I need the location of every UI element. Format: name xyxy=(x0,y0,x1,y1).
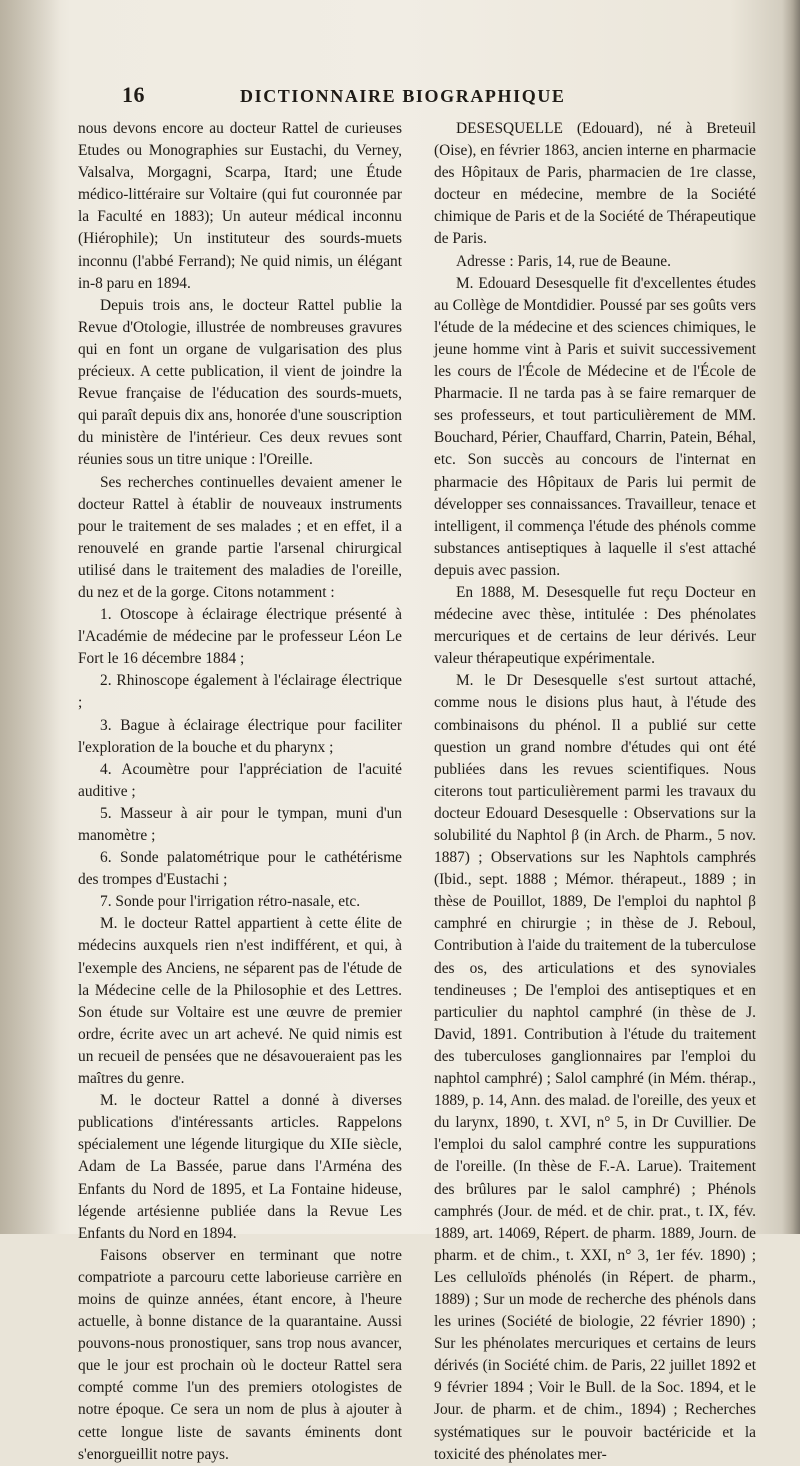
page-right-edge xyxy=(782,0,800,1234)
page-left-shadow xyxy=(0,0,60,1234)
paragraph: Depuis trois ans, le docteur Rattel publie la Revue d'Otologie, illustrée de nombreuses gravures qui en font un organe de vulgarisation des plus précieux. A cette publication, il vient de joindre la Revue française de l'éducation des sourds-muets, qui paraît depuis dix ans, honorée d'une souscription du ministère de l'intérieur. Ces deux revues sont réunies sous un titre unique : l'Oreille. xyxy=(78,296,402,469)
paragraph: M. le Dr Desesquelle s'est surtout attaché, comme nous le disions plus haut, à l'étude des combinaisons du phénol. Il a publié sur cette question un grand nombre d'études qui ont été publiées dans les revues scientifiques. Nous citerons tout particulièrement parmi les travaux du docteur Edouard Desesquelle : Observations sur la solubilité du Naphtol β (in Arch. de Pharm., 5 nov. 1887) ; Observations sur les Naphtols camphrés (Ibid., sept. 1888 ; Mémor. thérapeut., 1889 ; in thèse de Pouillot, 1889, De l'emploi du naphtol β camphré en chirurgie ; in thèse de J. Reboul, Contribution à l'aide du traitement de la tuberculose des os, des articulations et des synoviales tendineuses ; De l'emploi des antiseptiques et en particulier du naphtol camphré (in thèse de J. David, 1891. Contribution à l'étude du traitement des tuberculoses ganglionnaires par l'emploi du naphtol camphré) ; Salol camphré (in Mém. thérap., 1889, p. 14, Ann. des malad. de l'oreille, des yeux et du larynx, 1890, t. XVI, n° 5, in Dr Cuvillier. De l'emploi du salol camphré contre les suppurations de l'oreille. (In thèse de F.-A. Larue). Traitement des brûlures par le salol camphré) ; Phénols camphrés (Jour. de méd. et de chir. prat., t. IX, fév. 1889, art. 14069, Répert. de pharm. 1889, Journ. de pharm. et de chim., t. XXI, n° 3, 1er fév. 1890) ; Les celluloïds phénolés (in Répert. de pharm., 1889) ; Sur un mode de recherche des phénols dans les urines (Société de biologie, 22 février 1890) ; Sur les phénolates mercuriques et certains de leurs dérivés (in Société chim. de Paris, 22 juillet 1892 et 9 février 1894 ; Voir le Bull. de la Soc. 1894, et le Jour. de pharm. et de chim., 1894) ; Recherches systématiques sur le pouvoir bactéricide et la toxicité des phénolates mer- xyxy=(434,672,756,1463)
paragraph: Faisons observer en terminant que notre compatriote a parcouru cette laborieuse carrière en moins de quinze années, étant encore, à l'heure actuelle, à bonne distance de la quarantaine. Aussi pouvons-nous pronostiquer, sans trop nous avancer, que le jour est prochain où le docteur Rattel sera compté comme l'un des premiers otologistes de notre époque. Ce sera un nom de plus à ajouter à cette longue liste de savants éminents dont s'enorgueillit notre pays. xyxy=(78,1246,402,1463)
running-title: DICTIONNAIRE BIOGRAPHIQUE xyxy=(240,86,566,106)
right-column xyxy=(434,118,756,1463)
left-column xyxy=(78,118,402,1463)
paragraph: Ses recherches continuelles devaient amener le docteur Rattel à établir de nouveaux instruments pour le traitement de ses malades ; et en effet, il a renouvelé en grande partie l'arsenal chirurgical utilisé dans le traitement des maladies de l'oreille, du nez et de la gorge. Citons notamment : xyxy=(78,473,402,601)
paragraph: M. le docteur Rattel a donné à diverses publications d'intéressants articles. Rappelons spécialement une légende liturgique du XIIe siècle, Adam de La Bassée, parue dans l'Arména des Enfants du Nord de 1895, et La Fontaine hideuse, légende artésienne publiée dans la Revue Les Enfants du Nord en 1894. xyxy=(78,1092,402,1242)
list-item: 1. Otoscope à éclairage électrique présenté à l'Académie de médecine par le professeur Léon Le Fort le 16 décembre 1884 ; xyxy=(78,606,402,668)
list-item: 4. Acoumètre pour l'appréciation de l'acuité auditive ; xyxy=(78,760,402,800)
address-line: Adresse : Paris, 14, rue de Beaune. xyxy=(456,252,671,270)
page-number: 16 xyxy=(122,82,145,107)
paragraph: M. Edouard Desesquelle fit d'excellentes études au Collège de Montdidier. Poussé par ses goûts vers l'étude de la médecine et des sciences chimiques, le jeune homme vint à Paris et suivit successivement les cours de l'École de Médecine et de l'École de Pharmacie. Il ne tarda pas à se faire remarquer de ses professeurs, et tout particulièrement de MM. Bouchard, Périer, Chauffard, Charrin, Patein, Béhal, etc. Son succès au concours de l'internat en pharmacie des Hôpitaux de Paris lui permit de développer ses connaissances. Travailleur, tenace et intelligent, il commença l'étude des phénols comme substances antiseptiques à laquelle il s'est attaché depuis avec passion. xyxy=(434,274,756,579)
entry-heading-paragraph: DESESQUELLE (Edouard), né à Breteuil (Oise), en février 1863, ancien interne en pharmacie des Hôpitaux de Paris, pharmacien de 1re classe, docteur en médecine, membre de la Société chimique de Paris et de la Société de Thérapeutique de Paris. xyxy=(434,120,756,248)
paragraph: nous devons encore au docteur Rattel de curieuses Etudes ou Monographies sur Eustachi, du Verney, Valsalva, Morgagni, Scarpa, Itard; une Étude médico-littéraire sur Voltaire (qui fut couronnée par la Faculté en 1883); Un auteur médical inconnu (Hiérophile); Un instituteur des sourds-muets inconnu (l'abbé Ferrand); Ne quid nimis, un élégant in-8 paru en 1894. xyxy=(78,120,402,292)
list-item: 7. Sonde pour l'irrigation rétro-nasale, etc. xyxy=(100,893,361,911)
paragraph: M. le docteur Rattel appartient à cette élite de médecins auxquels rien n'est indifférent, et qui, à l'exemple des Anciens, ne séparent pas de l'étude de la Médecine celle de la Philosophie et des Lettres. Son étude sur Voltaire est une œuvre de premier ordre, écrite avec un art achevé. Ne quid nimis est un recueil de pensées que ne désavoueraient pas les maîtres du genre. xyxy=(78,915,402,1088)
list-item: 5. Masseur à air pour le tympan, muni d'un manomètre ; xyxy=(78,804,402,844)
list-item: 6. Sonde palatométrique pour le cathétérisme des trompes d'Eustachi ; xyxy=(78,849,402,889)
list-item: 3. Bague à éclairage électrique pour faciliter l'exploration de la bouche et du pharynx ; xyxy=(78,716,402,756)
page-header xyxy=(0,82,800,110)
list-item: 2. Rhinoscope également à l'éclairage électrique ; xyxy=(78,672,402,712)
paragraph: En 1888, M. Desesquelle fut reçu Docteur en médecine avec thèse, intitulée : Des phénolates mercuriques et de certains de leur dérivés. Leur valeur thérapeutique expérimentale. xyxy=(434,583,756,668)
